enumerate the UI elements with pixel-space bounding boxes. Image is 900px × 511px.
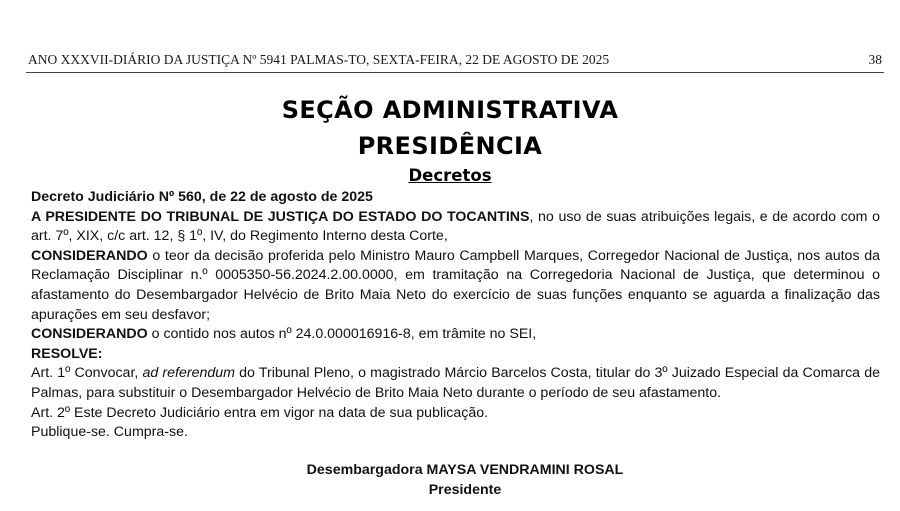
considering-paragraph-2: [31, 325, 880, 345]
decretos-heading: Decretos: [408, 166, 492, 185]
article-1-italic: ad referendum: [142, 365, 235, 382]
preamble-paragraph: [31, 208, 880, 247]
page-header: [28, 52, 882, 68]
signatory-name: Desembargadora MAYSA VENDRAMINI ROSAL: [306, 462, 624, 478]
decree-title: Decreto Judiciário Nº 560, de 22 de agosto de 2025: [31, 189, 373, 205]
issue-line: ANO XXXVII-DIÁRIO DA JUSTIÇA Nº 5941 PALMAS-TO, SEXTA-FEIRA, 22 DE AGOSTO DE 2025: [28, 52, 610, 67]
header-divider: [26, 72, 884, 73]
considering-label: CONSIDERANDO: [31, 326, 148, 343]
article-2: Art. 2º Este Decreto Judiciário entra em vigor na data de sua publicação.: [31, 404, 489, 421]
preamble-text: , no uso de suas atribuições legais, e de acordo com o art. 7º, XIX, c/c art. 12, § 1º, IV, do Regimento Interno desta Corte,: [31, 208, 880, 245]
decree-body: [31, 188, 880, 443]
resolve-label: RESOLVE:: [31, 345, 103, 362]
signatory-role: Presidente: [428, 482, 502, 498]
considering-text: o teor da decisão proferida pelo Ministro Mauro Campbell Marques, Corregedor Nacional de Justiça, nos autos da Reclamação Disciplinar n.º 0005350-56.2024.2.00.0000, em tramitação na Corregedoria Nacional de Justiça, que determinou o afastamento do Desembargador Helvécio de Brito Maia Neto do exercício de suas funções enquanto se aguarda a finalização das apurações em seu desfavor;: [31, 247, 880, 323]
considering-text: o contido nos autos nº 24.0.000016916-8, em trâmite no SEI,: [147, 326, 537, 343]
section-title: SEÇÃO ADMINISTRATIVA: [281, 96, 619, 124]
page-number: 38: [868, 52, 882, 67]
president-statement: A PRESIDENTE DO TRIBUNAL DE JUSTIÇA DO ESTADO DO TOCANTINS: [31, 208, 530, 225]
article-1: [31, 364, 880, 403]
considering-label: CONSIDERANDO: [31, 247, 148, 264]
article-1-start: Art. 1º Convocar,: [31, 365, 143, 382]
considering-paragraph-1: [31, 247, 880, 325]
article-1-rest: do Tribunal Pleno, o magistrado Márcio Barcelos Costa, titular do 3º Juizado Especial da Comarca de Palmas, para substituir o Desembargador Helvécio de Brito Maia Neto durante o período de seu afastamento.: [31, 365, 880, 401]
closing-formula: Publique-se. Cumpra-se.: [31, 424, 188, 441]
signature-block: [0, 460, 900, 500]
sub-section-title: PRESIDÊNCIA: [357, 132, 543, 160]
